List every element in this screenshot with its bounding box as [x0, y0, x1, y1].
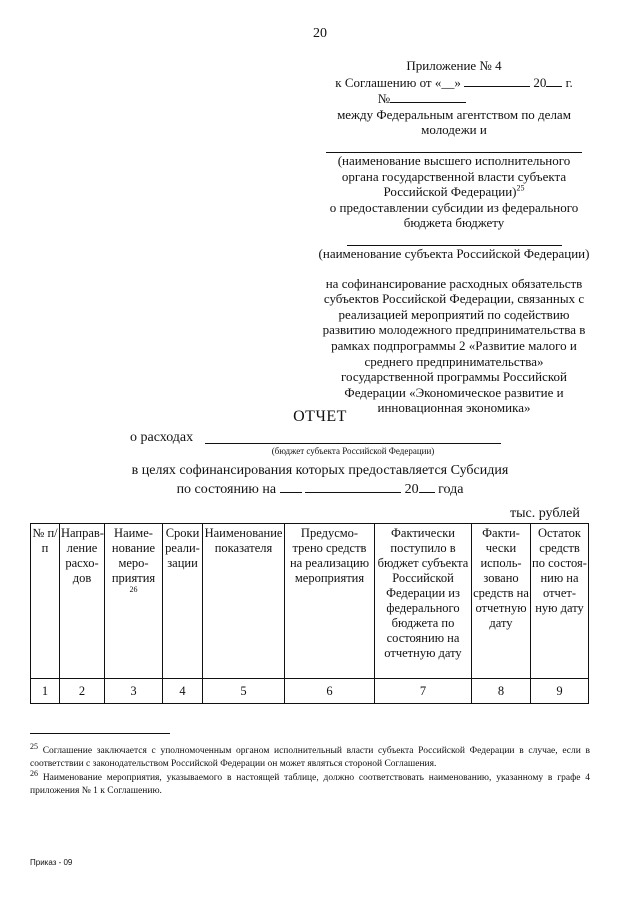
cofinancing-text: в целях софинансирования которых предоставляется Субсидия	[131, 463, 509, 478]
footnote-25: $^{25}$ Соглашение заключается с уполномоченным органом исполнительный власти субъекта Российской Федерации в случае, если в соответствии с законодательством Российской Федерации он может являться стороной Соглашения.	[30, 741, 590, 769]
as-of-day-blank	[280, 480, 302, 493]
agreement-number-line	[304, 90, 604, 107]
order-mark: Приказ - 09	[30, 858, 73, 867]
between-text: между Федеральным агентством по делам молодежи и	[337, 106, 571, 138]
table-header-row	[31, 524, 589, 679]
authority-blank-line	[326, 138, 582, 153]
expenses-label: о расходах	[130, 430, 194, 445]
column-number-cell: 2	[60, 679, 105, 704]
agreement-date-line	[304, 74, 604, 91]
footnote-separator	[30, 733, 170, 734]
header-cell: Наиме-нование меро-приятия $^{26}$	[105, 524, 163, 679]
as-of-year-prefix: 20	[404, 482, 419, 497]
column-number-cell: 6	[285, 679, 375, 704]
subsidy-text: о предоставлении субсидии из федерального бюджета бюджету	[329, 199, 579, 231]
as-of-year-blank	[419, 480, 435, 493]
as-of-suffix: года	[438, 482, 464, 497]
footnote-ref: 26	[30, 768, 38, 778]
units-label: тыс. рублей	[510, 506, 580, 521]
column-number-cell: 9	[531, 679, 589, 704]
header-cell: Предусмо-трено средств на реализацию мероприятия	[285, 524, 375, 679]
purpose-text: на софинансирование расходных обязательств субъектов Российской Федерации, связанных с реализацией мероприятий по содействию развитию молодежного предпринимательства в рамках подпрограммы 2 «Развитие малого и среднего предпринимательства» государственной программы Российской Федерации «Экономическое развитие и инновационная экономика»	[322, 275, 586, 416]
as-of-prefix: по состоянию на	[176, 482, 277, 497]
header-cell: Направ-ление расхо-дов	[60, 524, 105, 679]
agreement-year-prefix: 20	[533, 74, 547, 90]
column-number-cell: 7	[375, 679, 472, 704]
header-cell: Остаток средств по состоя-нию на отчет-ную дату	[531, 524, 589, 679]
as-of-line	[0, 480, 640, 499]
expenses-report-table	[30, 523, 589, 704]
agreement-number-blank	[390, 90, 466, 103]
authority-footnote-ref: 25	[516, 183, 525, 193]
column-number-cell: 3	[105, 679, 163, 704]
report-title: ОТЧЕТ	[293, 408, 347, 425]
footnote-26: $^{26}$ Наименование мероприятия, указываемого в настоящей таблице, должно соответствовать наименованию, указанному в графе 4 приложения № 1 к Соглашению.	[30, 768, 590, 796]
subject-blank-line	[347, 231, 562, 246]
as-of-month-blank	[305, 480, 401, 493]
agreement-prefix: к Соглашению от «	[335, 74, 442, 90]
budget-caption: (бюджет субъекта Российской Федерации)	[271, 446, 435, 456]
agreement-year-suffix: г.	[565, 74, 573, 90]
column-number-cell: 8	[472, 679, 531, 704]
agreement-month-blank	[464, 74, 530, 87]
agreement-number-label: №	[377, 91, 391, 107]
column-number-cell: 4	[163, 679, 203, 704]
header-footnote-ref: 26	[129, 584, 138, 594]
column-number-cell: 5	[203, 679, 285, 704]
page-number: 20	[313, 26, 327, 41]
agreement-day-blank: __	[441, 74, 455, 90]
column-number-cell: 1	[31, 679, 60, 704]
header-cell: Сроки реали-зации	[163, 524, 203, 679]
agreement-mid: »	[454, 74, 461, 90]
budget-blank-line	[205, 443, 501, 444]
footnote-ref: 25	[30, 741, 38, 751]
subject-caption: (наименование субъекта Российской Федерации)	[318, 245, 590, 261]
header-cell: Фактически поступило в бюджет субъекта Российской Федерации из федерального бюджета по состоянию на отчетную дату	[375, 524, 472, 679]
appendix-title: Приложение № 4	[406, 58, 502, 73]
header-cell: № п/п	[31, 524, 60, 679]
authority-caption: (наименование высшего исполнительного органа государственной власти субъекта Российской Федерации)$^{25}$	[337, 152, 571, 200]
agreement-year-blank	[546, 74, 562, 87]
report-purpose	[0, 462, 640, 499]
header-cell: Наименование показателя	[203, 524, 285, 679]
appendix-header	[304, 58, 604, 416]
table-column-numbers-row	[31, 679, 589, 704]
header-cell: Факти-чески исполь-зовано средств на отчетную дату	[472, 524, 531, 679]
